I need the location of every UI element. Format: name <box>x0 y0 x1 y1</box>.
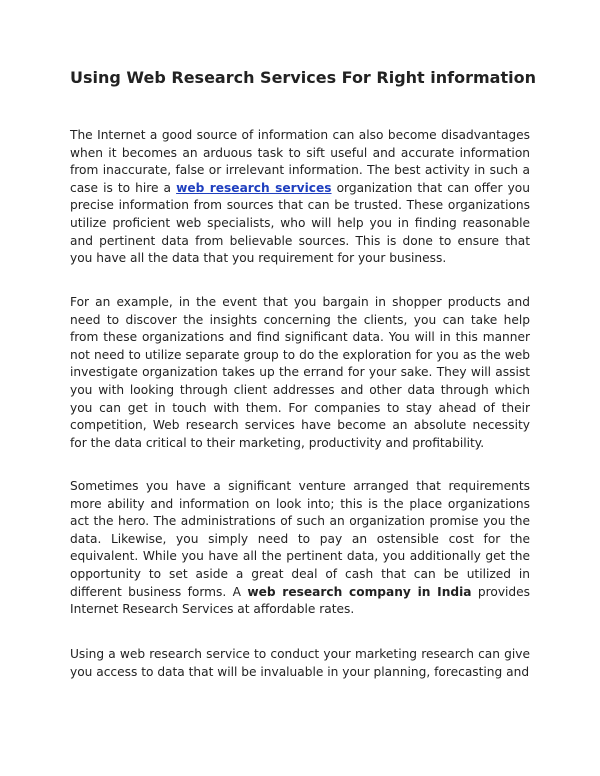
paragraph-1-text-end: organization that can offer you precise information from sources that can be trusted. These organizations utilize proficient web specialists, who will help you in finding reasonable and pertinent data from believable sources. This is done to ensure that you have all the data that you requirement for your business. <box>70 180 530 266</box>
paragraph-1-text-start: The Internet a good source of information can also become disadvantages when it becomes an arduous task to sift useful and accurate information from inaccurate, false or irrelevant information. The best activity in such a case is to hire a <box>70 128 530 195</box>
paragraph-2: For an example, in the event that you bargain in shopper products and need to discover the insights concerning the clients, you can take help from these organizations and find significant data. You will in this manner not need to utilize separate group to do the exploration for you as the web investigate organization takes up the errand for your sake. They will assist you with looking through client addresses and other data through which you can get in touch with them. For companies to stay ahead of their competition, Web research services have become an absolute necessity for the data critical to their marketing, productivity and profitability. <box>70 295 530 450</box>
paragraph-1 <box>70 127 530 268</box>
web-research-services-link[interactable]: web research services <box>176 180 332 195</box>
page-title: Using Web Research Services For Right information <box>70 68 536 87</box>
paragraph-3 <box>70 478 530 619</box>
paragraph-3-text-start: Sometimes you have a significant venture arranged that requirements more ability and information on look into; this is the place organizations act the hero. The administrations of such an organization promise you the data. Likewise, you simply need to pay an ostensible cost for the equivalent. While you have all the pertinent data, you additionally get the opportunity to set aside a great deal of cash that can be utilized in different business forms. A <box>70 479 530 599</box>
paragraph-3-text-end: provides Internet Research Services at affordable rates. <box>70 584 530 617</box>
web-research-company-keyword: web research company in India <box>247 584 472 599</box>
paragraph-4: Using a web research service to conduct your marketing research can give you access to data that will be invaluable in your planning, forecasting and <box>70 647 530 679</box>
